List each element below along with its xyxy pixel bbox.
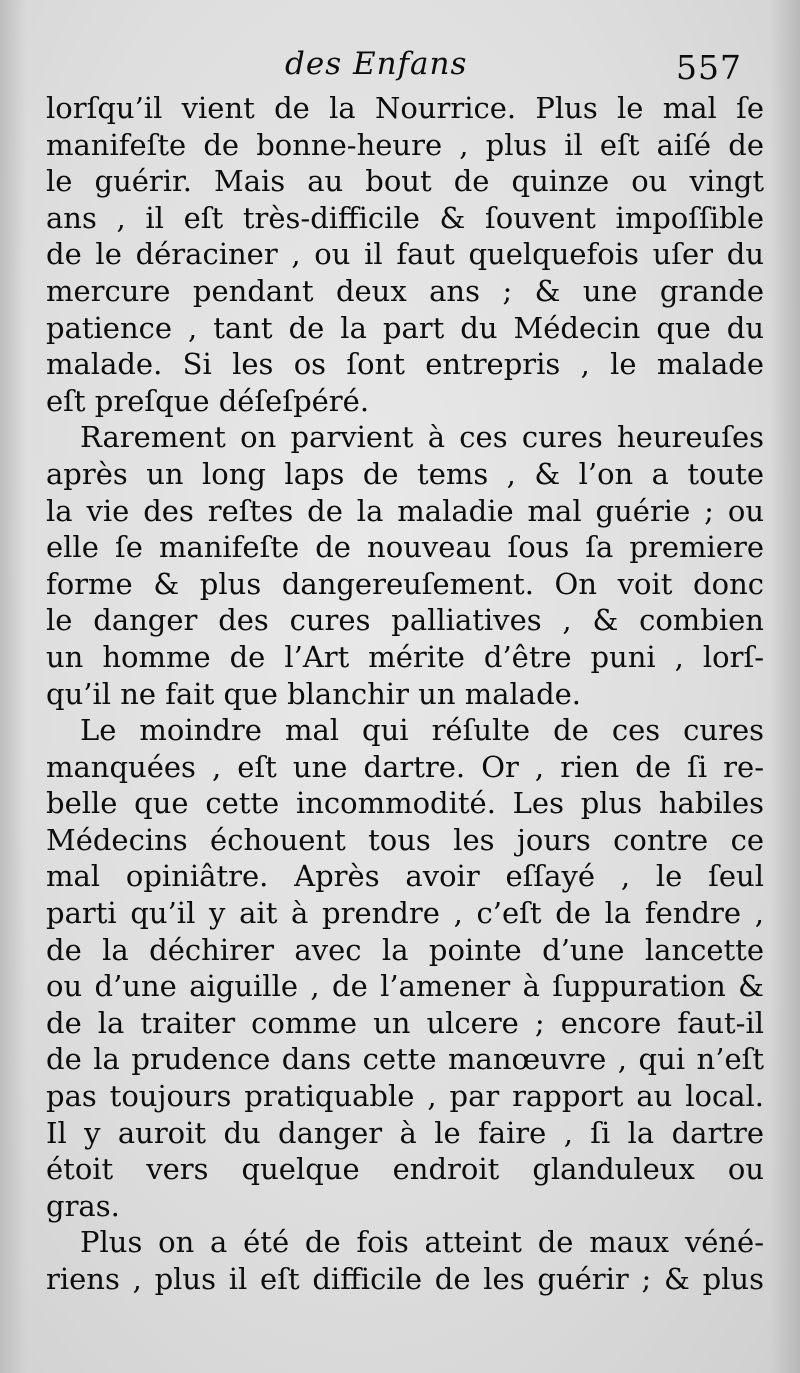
- text-line: étoit vers quelque endroit glanduleux ou: [46, 1152, 764, 1187]
- text-line: Il y auroit du danger à le faire , ſi la dartre: [46, 1115, 764, 1150]
- text-line: mal opiniâtre. Après avoir eſſayé , le ſeul: [46, 859, 764, 894]
- text-line: belle que cette incommodité. Les plus habiles: [46, 786, 764, 821]
- text-line: riens , plus il eſt difficile de les guérir ; & plus: [46, 1262, 764, 1296]
- text-line: le danger des cures palliatives , & combien: [46, 603, 764, 638]
- text-line: forme & plus dangereuſement. On voit donc: [46, 566, 764, 601]
- text-line: manifeſte de bonne-heure , plus il eſt aiſé de: [46, 127, 764, 162]
- text-line: Médecins échouent tous les jours contre ce: [46, 822, 764, 857]
- page-header: [0, 42, 800, 92]
- text-line: ans , il eſt très-difficile & ſouvent impoſſible: [46, 200, 764, 235]
- text-line: manquées , eſt une dartre. Or , rien de ſi re-: [46, 749, 764, 784]
- text-line: ou d’une aiguille , de l’amener à ſuppuration &: [46, 969, 764, 1004]
- text-line: patience , tant de la part du Médecin que du: [46, 310, 764, 345]
- text-line: parti qu’il y ait à prendre , c’eſt de la fendre ,: [46, 896, 764, 931]
- text-line: eſt preſque déſeſpéré.: [46, 383, 370, 418]
- page-number: 557: [676, 48, 742, 87]
- text-line: de la traiter comme un ulcere ; encore faut-il: [46, 1005, 764, 1040]
- text-line: de le déraciner , ou il faut quelquefois uſer du: [46, 237, 764, 272]
- text-line: malade. Si les os ſont entrepris , le malade: [46, 347, 764, 382]
- text-line: Rarement on parvient à ces cures heureuſes: [80, 420, 764, 455]
- body-text: [46, 90, 764, 1298]
- text-line: de la déchirer avec la pointe d’une lancette: [46, 932, 764, 967]
- text-line: lorſqu’il vient de la Nourrice. Plus le mal ſe: [46, 91, 764, 125]
- text-line: la vie des reſtes de la maladie mal guérie ; ou: [46, 493, 764, 528]
- text-line: Plus on a été de fois atteint de maux véné-: [80, 1225, 764, 1260]
- running-title: des Enfans: [285, 46, 468, 82]
- text-line: mercure pendant deux ans ; & une grande: [46, 273, 764, 308]
- text-line: pas toujours pratiquable , par rapport au local.: [46, 1079, 764, 1114]
- text-line: Le moindre mal qui réſulte de ces cures: [80, 713, 764, 748]
- text-line: un homme de l’Art mérite d’être puni , lorſ-: [46, 639, 764, 674]
- text-line: qu’il ne fait que blanchir un malade.: [46, 676, 582, 711]
- text-line: de la prudence dans cette manœuvre , qui n’eſt: [46, 1042, 764, 1077]
- page-left-edge-shadow: [0, 0, 26, 1373]
- text-line: gras.: [46, 1188, 120, 1223]
- text-line: elle ſe manifeſte de nouveau ſous ſa premiere: [46, 530, 764, 565]
- text-line: le guérir. Mais au bout de quinze ou vingt: [46, 164, 764, 199]
- text-line: après un long laps de tems , & l’on a toute: [46, 456, 764, 491]
- page-right-edge-shadow: [770, 0, 800, 1373]
